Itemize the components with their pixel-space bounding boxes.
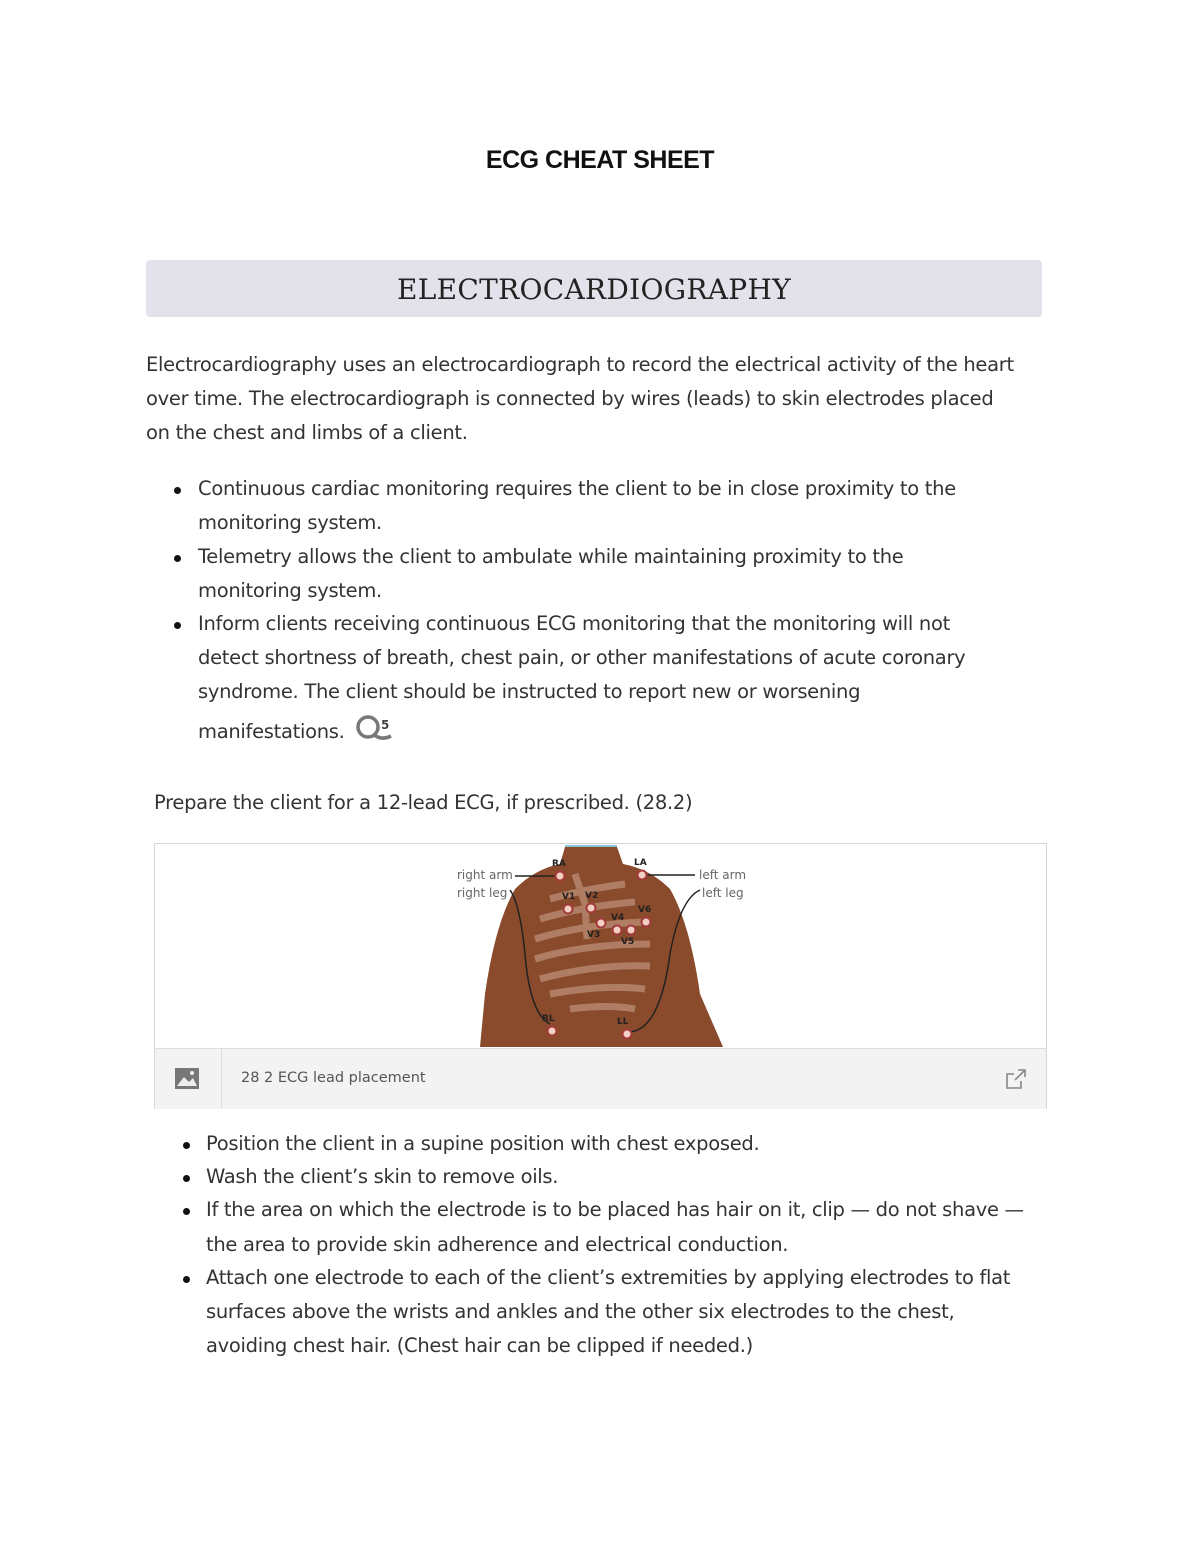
electrode-label-ll: LL	[617, 1017, 629, 1027]
intro-line: over time. The electrocardiograph is connected by wires (leads) to skin electrodes placed	[146, 387, 994, 410]
list-item: Wash the client’s skin to remove oils.	[206, 1165, 559, 1188]
qsen-q5-icon	[355, 714, 395, 742]
label-left-leg: left leg	[702, 886, 744, 900]
bullet-dot	[174, 487, 181, 494]
qs-number: 5	[380, 718, 389, 732]
electrode-label-v4: V4	[611, 913, 625, 923]
electrode-ra	[556, 872, 565, 881]
electrode-label-v2: V2	[585, 891, 599, 901]
electrode-label-v6: V6	[638, 905, 652, 915]
label-right-leg: right leg	[457, 886, 508, 900]
label-left-arm: left arm	[699, 868, 747, 882]
list-item-text: manifestations.	[198, 720, 345, 743]
electrode-v4	[613, 926, 622, 935]
electrode-v2	[587, 904, 596, 913]
section-banner: ELECTROCARDIOGRAPHY	[146, 260, 1042, 317]
electrode-label-la: LA	[634, 858, 647, 868]
list-item: Attach one electrode to each of the client’s extremities by applying electrodes to flat	[206, 1266, 1011, 1289]
list-item: avoiding chest hair. (Chest hair can be clipped if needed.)	[206, 1334, 753, 1357]
list-item: If the area on which the electrode is to be placed has hair on it, clip — do not shave —	[206, 1198, 1024, 1221]
list-item: detect shortness of breath, chest pain, or other manifestations of acute coronary	[198, 646, 966, 669]
bullet-dot	[183, 1142, 190, 1149]
prepare-heading: Prepare the client for a 12-lead ECG, if prescribed. (28.2)	[154, 791, 693, 814]
list-item: Continuous cardiac monitoring requires the client to be in close proximity to the	[198, 477, 956, 500]
bullet-dot	[183, 1175, 190, 1182]
open-external-icon[interactable]	[1004, 1067, 1028, 1095]
figure-caption-bar	[155, 1048, 1046, 1109]
list-item: Position the client in a supine position with chest exposed.	[206, 1132, 760, 1155]
electrode-label-v5: V5	[621, 937, 635, 947]
electrode-v5	[627, 926, 636, 935]
image-icon	[155, 1049, 222, 1109]
figure-ecg-lead-placement	[154, 843, 1047, 1109]
electrode-v6	[642, 918, 651, 927]
torso-illustration	[155, 844, 1046, 1047]
figure-caption: 28 2 ECG lead placement	[241, 1070, 426, 1086]
electrode-label-rl: RL	[542, 1014, 555, 1024]
electrode-la	[638, 871, 647, 880]
label-right-arm: right arm	[457, 868, 513, 882]
list-item: monitoring system.	[198, 511, 382, 534]
list-item: monitoring system.	[198, 579, 382, 602]
bullet-dot	[183, 1208, 190, 1215]
electrode-v3	[597, 919, 606, 928]
bullet-dot	[174, 622, 181, 629]
intro-line: Electrocardiography uses an electrocardiograph to record the electrical activity of the heart	[146, 353, 1014, 376]
list-item: the area to provide skin adherence and electrical conduction.	[206, 1233, 789, 1256]
electrode-label-ra: RA	[552, 859, 566, 869]
electrode-label-v3: V3	[587, 930, 601, 940]
bullet-dot	[183, 1276, 190, 1283]
list-item	[198, 714, 395, 743]
list-item: Telemetry allows the client to ambulate while maintaining proximity to the	[198, 545, 904, 568]
list-item: Inform clients receiving continuous ECG monitoring that the monitoring will not	[198, 612, 950, 635]
electrode-label-v1: V1	[562, 892, 576, 902]
bullet-dot	[174, 555, 181, 562]
intro-line: on the chest and limbs of a client.	[146, 421, 468, 444]
electrode-ll	[623, 1030, 632, 1039]
list-item: surfaces above the wrists and ankles and the other six electrodes to the chest,	[206, 1300, 955, 1323]
list-item: syndrome. The client should be instructed to report new or worsening	[198, 680, 861, 703]
document-title: ECG CHEAT SHEET	[485, 146, 715, 174]
electrode-rl	[548, 1027, 557, 1036]
electrode-v1	[564, 905, 573, 914]
